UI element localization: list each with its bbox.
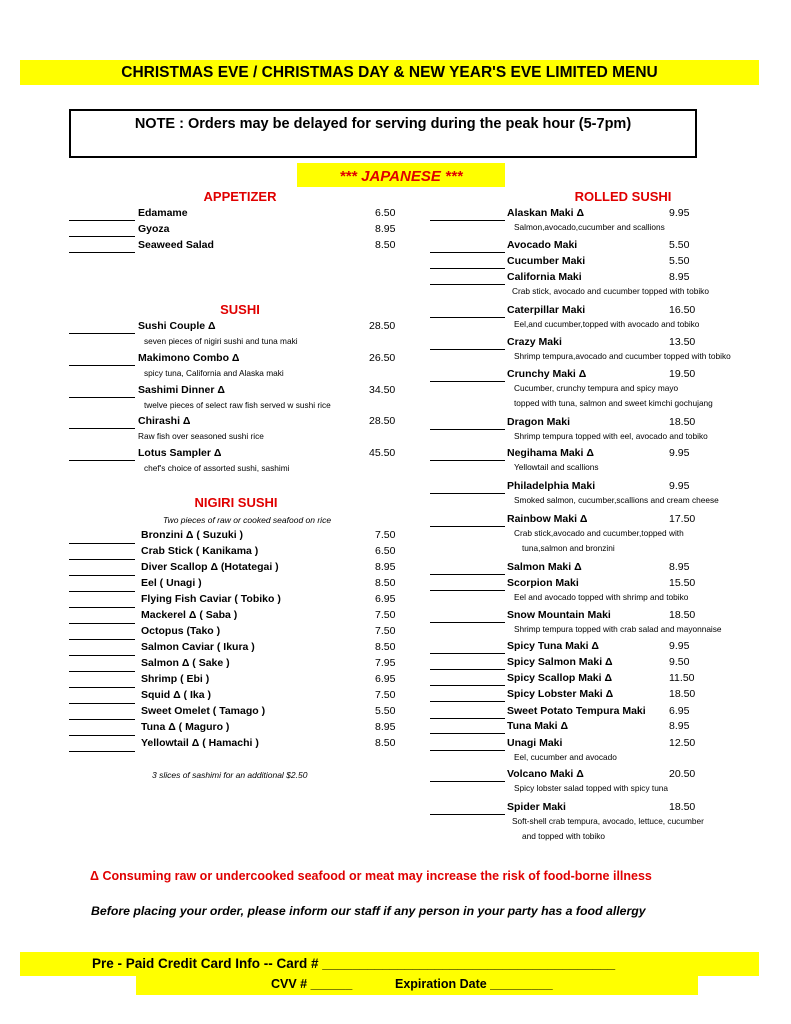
credit-card-label: Pre - Paid Credit Card Info -- Card # _______________________________________: [92, 956, 616, 971]
menu-item-name: Makimono Combo Δ: [138, 352, 240, 364]
order-blank-line: [69, 703, 135, 704]
order-blank-line: [430, 590, 505, 591]
order-blank-line: [69, 671, 135, 672]
menu-item-name: Spider Maki: [507, 801, 566, 813]
menu-item-price: 5.50: [375, 705, 396, 717]
menu-item-description: spicy tuna, California and Alaska maki: [144, 368, 284, 378]
menu-item-price: 8.50: [375, 239, 396, 251]
menu-item-price: 9.95: [669, 640, 690, 652]
menu-item-name: Gyoza: [138, 223, 170, 235]
menu-item-name: Crunchy Maki Δ: [507, 368, 587, 380]
menu-item-name: Dragon Maki: [507, 416, 571, 428]
order-blank-line: [69, 719, 135, 720]
menu-item-name: Mackerel Δ ( Saba ): [141, 609, 238, 621]
menu-item-price: 18.50: [669, 688, 696, 700]
menu-item-name: Cucumber Maki: [507, 255, 586, 267]
menu-item-price: 9.95: [669, 207, 690, 219]
menu-item-name: Snow Mountain Maki: [507, 609, 611, 621]
menu-item-price: 28.50: [369, 320, 396, 332]
order-blank-line: [69, 428, 135, 429]
menu-item-price: 34.50: [369, 384, 396, 396]
menu-item-description: Salmon,avocado,cucumber and scallions: [514, 222, 665, 232]
menu-item-description: topped with tuna, salmon and sweet kimchi gochujang: [514, 398, 713, 408]
menu-item-price: 28.50: [369, 415, 396, 427]
raw-food-warning: Δ Consuming raw or undercooked seafood or meat may increase the risk of food-borne illness: [90, 869, 652, 883]
order-blank-line: [430, 622, 505, 623]
menu-item-description: tuna,salmon and bronzini: [522, 543, 615, 553]
order-blank-line: [69, 751, 135, 752]
menu-item-price: 9.50: [669, 656, 690, 668]
menu-item-description: Crab stick, avocado and cucumber topped with tobiko: [512, 286, 709, 296]
menu-item-price: 7.50: [375, 689, 396, 701]
menu-item-name: Spicy Lobster Maki Δ: [507, 688, 614, 700]
order-blank-line: [69, 220, 135, 221]
sashimi-footnote: 3 slices of sashimi for an additional $2.50: [152, 770, 308, 780]
menu-item-name: Edamame: [138, 207, 188, 219]
order-blank-line: [430, 781, 505, 782]
menu-item-description: twelve pieces of select raw fish served w sushi rice: [144, 400, 331, 410]
menu-item-description: Shrimp tempura topped with crab salad and mayonnaise: [514, 624, 722, 634]
menu-item-description: seven pieces of nigiri sushi and tuna maki: [144, 336, 298, 346]
menu-item-price: 8.95: [375, 223, 396, 235]
menu-item-price: 19.50: [669, 368, 696, 380]
order-blank-line: [430, 718, 505, 719]
menu-item-name: Sashimi Dinner Δ: [138, 384, 225, 396]
order-blank-line: [69, 543, 135, 544]
order-blank-line: [69, 575, 135, 576]
expiration-label: Expiration Date _________: [395, 977, 553, 991]
menu-item-price: 15.50: [669, 577, 696, 589]
menu-item-name: Salmon Caviar ( Ikura ): [141, 641, 255, 653]
menu-item-description: Eel,and cucumber,topped with avocado and tobiko: [514, 319, 700, 329]
cvv-label: CVV # ______: [271, 977, 353, 991]
order-blank-line: [69, 655, 135, 656]
menu-item-name: Rainbow Maki Δ: [507, 513, 588, 525]
menu-item-name: Volcano Maki Δ: [507, 768, 584, 780]
menu-item-description: Spicy lobster salad topped with spicy tuna: [514, 783, 669, 793]
order-blank-line: [430, 349, 505, 350]
menu-item-name: Sushi Couple Δ: [138, 320, 216, 332]
menu-item-name: California Maki: [507, 271, 582, 283]
menu-item-name: Chirashi Δ: [138, 415, 191, 427]
menu-item-price: 8.50: [375, 577, 396, 589]
order-blank-line: [430, 685, 505, 686]
order-blank-line: [69, 252, 135, 253]
menu-item-price: 18.50: [669, 609, 696, 621]
menu-item-price: 45.50: [369, 447, 396, 459]
menu-item-name: Crazy Maki: [507, 336, 562, 348]
menu-item-description: chef's choice of assorted sushi, sashimi: [144, 463, 290, 473]
menu-item-price: 18.50: [669, 801, 696, 813]
menu-item-price: 6.50: [375, 207, 396, 219]
order-blank-line: [69, 591, 135, 592]
menu-item-price: 7.50: [375, 529, 396, 541]
menu-item-price: 9.95: [669, 447, 690, 459]
menu-item-name: Philadelphia Maki: [507, 480, 596, 492]
menu-item-description: Soft-shell crab tempura, avocado, lettuce, cucumber: [512, 816, 704, 826]
order-blank-line: [69, 559, 135, 560]
peak-hour-note: NOTE : Orders may be delayed for serving during the peak hour (5-7pm): [69, 109, 697, 158]
order-blank-line: [430, 750, 505, 751]
menu-item-price: 17.50: [669, 513, 696, 525]
order-blank-line: [430, 429, 505, 430]
menu-item-price: 8.95: [669, 561, 690, 573]
order-blank-line: [430, 733, 505, 734]
menu-item-description: Cucumber, crunchy tempura and spicy mayo: [514, 383, 679, 393]
menu-item-price: 9.95: [669, 480, 690, 492]
order-blank-line: [69, 333, 135, 334]
menu-item-price: 7.50: [375, 609, 396, 621]
nigiri-title: NIGIRI SUSHI: [194, 495, 278, 510]
menu-banner: CHRISTMAS EVE / CHRISTMAS DAY & NEW YEAR'S EVE LIMITED MENU: [20, 60, 759, 85]
menu-item-price: 8.50: [375, 737, 396, 749]
menu-item-price: 5.50: [669, 239, 690, 251]
menu-item-name: Flying Fish Caviar ( Tobiko ): [141, 593, 281, 605]
sushi-title: SUSHI: [220, 302, 260, 317]
order-blank-line: [430, 493, 505, 494]
order-blank-line: [69, 236, 135, 237]
menu-item-name: Tuna Δ ( Maguro ): [141, 721, 230, 733]
order-blank-line: [69, 460, 135, 461]
menu-item-name: Diver Scallop Δ (Hotategai ): [141, 561, 279, 573]
order-blank-line: [430, 284, 505, 285]
menu-item-description: Crab stick,avocado and cucumber,topped with: [514, 528, 684, 538]
menu-item-price: 8.95: [669, 720, 690, 732]
menu-item-name: Salmon Maki Δ: [507, 561, 582, 573]
menu-item-name: Scorpion Maki: [507, 577, 579, 589]
order-blank-line: [69, 607, 135, 608]
menu-item-description: Raw fish over seasoned sushi rice: [138, 431, 264, 441]
menu-item-price: 18.50: [669, 416, 696, 428]
order-blank-line: [430, 381, 505, 382]
nigiri-subtitle: Two pieces of raw or cooked seafood on rice: [163, 515, 332, 525]
order-blank-line: [430, 653, 505, 654]
menu-item-price: 16.50: [669, 304, 696, 316]
menu-item-price: 20.50: [669, 768, 696, 780]
appetizer-title: APPETIZER: [203, 189, 277, 204]
order-blank-line: [69, 397, 135, 398]
menu-item-price: 6.95: [375, 593, 396, 605]
menu-item-name: Yellowtail Δ ( Hamachi ): [141, 737, 259, 749]
menu-item-description: Smoked salmon, cucumber,scallions and cream cheese: [514, 495, 719, 505]
order-blank-line: [69, 639, 135, 640]
menu-item-price: 8.95: [669, 271, 690, 283]
menu-item-name: Alaskan Maki Δ: [507, 207, 584, 219]
menu-item-price: 8.95: [375, 561, 396, 573]
japanese-header: *** JAPANESE ***: [297, 163, 505, 187]
menu-item-name: Caterpillar Maki: [507, 304, 586, 316]
order-blank-line: [430, 669, 505, 670]
menu-item-name: Salmon Δ ( Sake ): [141, 657, 230, 669]
menu-item-name: Seaweed Salad: [138, 239, 214, 251]
menu-item-price: 6.95: [669, 705, 690, 717]
menu-item-price: 7.50: [375, 625, 396, 637]
order-blank-line: [430, 317, 505, 318]
credit-card-bar: [20, 952, 759, 976]
menu-item-name: Spicy Scallop Maki Δ: [507, 672, 612, 684]
menu-item-price: 11.50: [669, 672, 695, 684]
allergy-notice: Before placing your order, please inform our staff if any person in your party has a food allergy: [91, 904, 646, 918]
order-blank-line: [430, 220, 505, 221]
menu-item-name: Tuna Maki Δ: [507, 720, 569, 732]
menu-item-name: Squid Δ ( Ika ): [141, 689, 211, 701]
menu-item-price: 7.95: [375, 657, 396, 669]
rolled-title: ROLLED SUSHI: [574, 189, 672, 204]
menu-item-price: 26.50: [369, 352, 396, 364]
order-blank-line: [69, 623, 135, 624]
menu-item-description: Shrimp tempura,avocado and cucumber topped with tobiko: [514, 351, 731, 361]
menu-item-price: 6.95: [375, 673, 396, 685]
order-blank-line: [430, 701, 505, 702]
menu-item-price: 12.50: [669, 737, 696, 749]
order-blank-line: [430, 814, 505, 815]
menu-item-name: Octopus (Tako ): [141, 625, 221, 637]
menu-item-name: Unagi Maki: [507, 737, 563, 749]
order-blank-line: [430, 252, 505, 253]
order-blank-line: [69, 365, 135, 366]
menu-item-description: Eel, cucumber and avocado: [514, 752, 617, 762]
menu-item-name: Lotus Sampler Δ: [138, 447, 222, 459]
order-blank-line: [430, 268, 505, 269]
menu-item-description: Yellowtail and scallions: [514, 462, 599, 472]
order-blank-line: [430, 460, 505, 461]
menu-item-name: Shrimp ( Ebi ): [141, 673, 210, 685]
menu-item-description: Eel and avocado topped with shrimp and tobiko: [514, 592, 689, 602]
menu-item-price: 8.50: [375, 641, 396, 653]
menu-item-price: 5.50: [669, 255, 690, 267]
menu-item-price: 13.50: [669, 336, 696, 348]
order-blank-line: [430, 526, 505, 527]
menu-item-name: Bronzini Δ ( Suzuki ): [141, 529, 244, 541]
menu-item-description: Shrimp tempura topped with eel, avocado and tobiko: [514, 431, 708, 441]
menu-item-name: Spicy Salmon Maki Δ: [507, 656, 613, 668]
order-blank-line: [69, 735, 135, 736]
menu-item-description: and topped with tobiko: [522, 831, 606, 841]
menu-item-name: Crab Stick ( Kanikama ): [141, 545, 259, 557]
menu-item-name: Negihama Maki Δ: [507, 447, 594, 459]
order-blank-line: [69, 687, 135, 688]
menu-item-name: Eel ( Unagi ): [141, 577, 202, 589]
menu-item-name: Spicy Tuna Maki Δ: [507, 640, 599, 652]
menu-item-price: 6.50: [375, 545, 396, 557]
menu-item-name: Avocado Maki: [507, 239, 578, 251]
menu-item-name: Sweet Omelet ( Tamago ): [141, 705, 266, 717]
cvv-bar: [136, 976, 698, 995]
menu-item-name: Sweet Potato Tempura Maki: [507, 705, 646, 717]
order-blank-line: [430, 574, 505, 575]
menu-item-price: 8.95: [375, 721, 396, 733]
